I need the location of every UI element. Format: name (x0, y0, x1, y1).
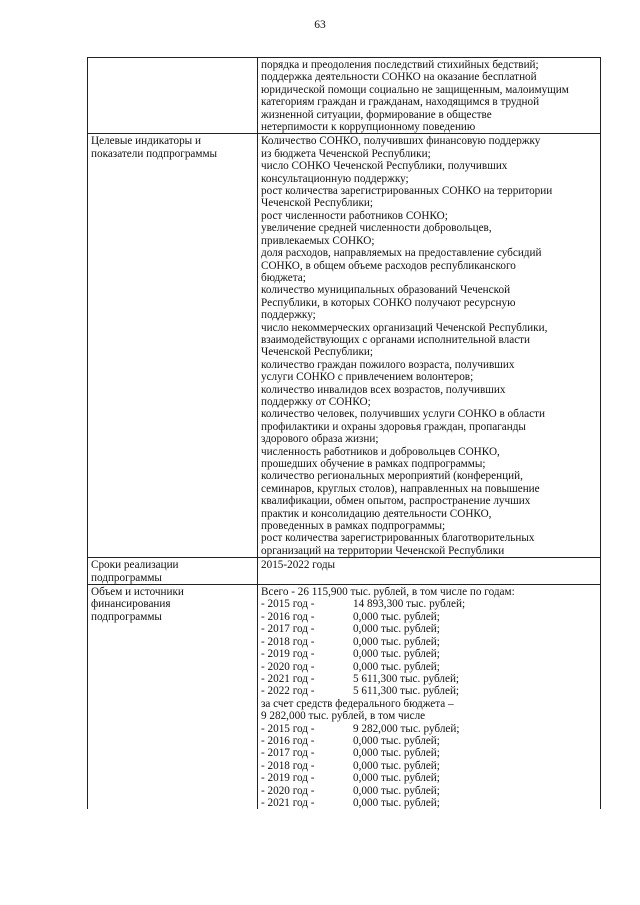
finance-label-line: подпрограммы (91, 610, 162, 623)
finance-amount: 14 893,300 тыс. рублей; (353, 598, 466, 611)
finance-amount: 0,000 тыс. рублей; (353, 660, 440, 673)
finance-year: - 2017 год - (261, 747, 315, 760)
row-content-line: 2015-2022 годы (261, 559, 336, 572)
finance-year-line (261, 760, 597, 772)
row-content-line: жизненной ситуации, формирование в обществе (261, 108, 492, 121)
row-content-line: рост количества зарегистрированных благотворительных (261, 532, 535, 545)
finance-year: - 2022 год - (261, 685, 315, 698)
finance-federal-total: 9 282,000 тыс. рублей, в том числе (261, 710, 426, 723)
table-row (88, 134, 601, 558)
finance-year: - 2017 год - (261, 623, 315, 636)
finance-amount: 0,000 тыс. рублей; (353, 623, 440, 636)
row-content-line: доля расходов, направляемых на предоставление субсидий (261, 247, 542, 260)
finance-amount: 0,000 тыс. рублей; (353, 759, 440, 772)
row-label-cell (88, 558, 258, 585)
row-content-line: привлекаемых СОНКО; (261, 234, 375, 247)
row-content-cell (258, 134, 601, 558)
row-content-line: квалификации, обмен опытом, распространение лучших (261, 495, 531, 508)
row-content-line: число некоммерческих организаций Чеченской Республики, (261, 321, 548, 334)
row-content-line: количество региональных мероприятий (конференций, (261, 470, 523, 483)
finance-amount: 0,000 тыс. рублей; (353, 734, 440, 747)
table-body (88, 58, 601, 810)
finance-label-cell (88, 585, 258, 810)
subprogram-passport-table (87, 57, 601, 809)
finance-amount: 0,000 тыс. рублей; (353, 772, 440, 785)
finance-amount: 0,000 тыс. рублей; (353, 648, 440, 661)
row-content-line: из бюджета Чеченской Республики; (261, 147, 431, 160)
row-content-line: здорового образа жизни; (261, 433, 379, 446)
finance-amount: 0,000 тыс. рублей; (353, 796, 440, 809)
finance-year-line (261, 747, 597, 759)
row-content-line: Чеченской Республики; (261, 197, 373, 210)
finance-year: - 2018 год - (261, 635, 315, 648)
row-content-line: семинаров, круглых столов), направленных на повышение (261, 482, 540, 495)
finance-amount: 5 611,300 тыс. рублей; (353, 672, 460, 685)
finance-amount: 0,000 тыс. рублей; (353, 784, 440, 797)
row-content-line: профилактики и охраны здоровья граждан, пропаганды (261, 420, 526, 433)
row-content-line: бюджета; (261, 271, 306, 284)
row-content-line: количество инвалидов всех возрастов, получивших (261, 383, 506, 396)
finance-year-line (261, 623, 597, 635)
row-content-cell (258, 558, 601, 585)
finance-amount: 0,000 тыс. рублей; (353, 747, 440, 760)
row-content-line: рост количества зарегистрированных СОНКО на территории (261, 185, 553, 198)
table-row (88, 558, 601, 585)
row-content-cell (258, 58, 601, 134)
finance-year-line (261, 797, 597, 809)
finance-year: - 2020 год - (261, 784, 315, 797)
row-content-line: нетерпимости к коррупционному поведению (261, 121, 476, 134)
row-content-line: рост численности работников СОНКО; (261, 209, 448, 222)
finance-year-line (261, 661, 597, 673)
finance-year: - 2021 год - (261, 672, 315, 685)
row-content-line: количество граждан пожилого возраста, получивших (261, 358, 515, 371)
finance-year: - 2016 год - (261, 734, 315, 747)
row-label-line: показатели подпрограммы (91, 147, 218, 160)
finance-label-line: Объем и источники (91, 586, 184, 599)
row-content-line: численность работников и добровольцев СОНКО, (261, 445, 500, 458)
row-content-line: порядка и преодоления последствий стихийных бедствий; (261, 59, 539, 71)
finance-year: - 2021 год - (261, 796, 315, 809)
row-content-line: прошедших обучение в рамках подпрограммы; (261, 458, 486, 470)
row-content-line: поддержку; (261, 309, 316, 322)
finance-year-line (261, 785, 597, 797)
finance-year: - 2019 год - (261, 648, 315, 661)
finance-year-line (261, 723, 597, 735)
finance-total: Всего - 26 115,900 тыс. рублей, в том числе по годам: (261, 586, 515, 599)
row-label-line: Сроки реализации (91, 559, 179, 572)
finance-content-cell (258, 585, 601, 810)
finance-year-line (261, 772, 597, 784)
finance-year: - 2019 год - (261, 772, 315, 785)
finance-year: - 2015 год - (261, 598, 315, 611)
finance-year-line (261, 673, 597, 685)
row-content-line: проведенных в рамках подпрограммы; (261, 520, 446, 533)
finance-amount: 5 611,300 тыс. рублей; (353, 685, 460, 698)
row-content-line: консультационную поддержку; (261, 172, 409, 185)
finance-year: - 2020 год - (261, 660, 315, 673)
row-content-line: поддержку от СОНКО; (261, 395, 371, 408)
row-content-line: Количество СОНКО, получивших финансовую поддержку (261, 135, 541, 148)
finance-year-line (261, 636, 597, 648)
page-number: 63 (314, 19, 326, 31)
finance-amount: 0,000 тыс. рублей; (353, 635, 440, 648)
finance-label-line: финансирования (91, 598, 171, 611)
row-content-line: поддержка деятельности СОНКО на оказание бесплатной (261, 71, 537, 84)
row-content-line: СОНКО, в общем объеме расходов республиканского (261, 259, 516, 272)
row-content-line: число СОНКО Чеченской Республики, получивших (261, 160, 508, 173)
row-content-line: количество человек, получивших услуги СОНКО в области (261, 408, 545, 421)
row-content-line: услуги СОНКО с привлечением волонтеров; (261, 371, 474, 384)
finance-amount: 9 282,000 тыс. рублей; (353, 722, 460, 735)
finance-year: - 2016 год - (261, 610, 315, 623)
row-content-line: Чеченской Республики; (261, 346, 373, 359)
row-content-line: увеличение средней численности добровольцев, (261, 222, 492, 235)
row-content-line: практик и консолидацию деятельности СОНКО, (261, 507, 492, 520)
finance-amount: 0,000 тыс. рублей; (353, 610, 440, 623)
row-label-line: Целевые индикаторы и (91, 135, 201, 148)
row-label-line: подпрограммы (91, 571, 162, 584)
finance-row (88, 585, 601, 810)
row-content-line: взаимодействующих с органами исполнительной власти (261, 333, 531, 346)
row-label-cell (88, 58, 258, 134)
row-content-line: Республики, в которых СОНКО получают ресурсную (261, 296, 516, 309)
finance-year-line (261, 648, 597, 660)
finance-federal-intro: за счет средств федерального бюджета – (261, 697, 454, 710)
row-content-line: категориям граждан и гражданам, находящимся в трудной (261, 96, 540, 109)
finance-year-line (261, 598, 597, 610)
finance-year-line (261, 685, 597, 697)
finance-year-line (261, 735, 597, 747)
finance-year: - 2018 год - (261, 759, 315, 772)
row-content-line: юридической помощи социально не защищенным, малоимущим (261, 83, 569, 96)
finance-year-line (261, 611, 597, 623)
row-content-line: количество муниципальных образований Чеченской (261, 284, 511, 297)
finance-year: - 2015 год - (261, 722, 315, 735)
table-row (88, 58, 601, 134)
row-label-cell (88, 134, 258, 558)
row-content-line: организаций на территории Чеченской Республики (261, 544, 505, 557)
